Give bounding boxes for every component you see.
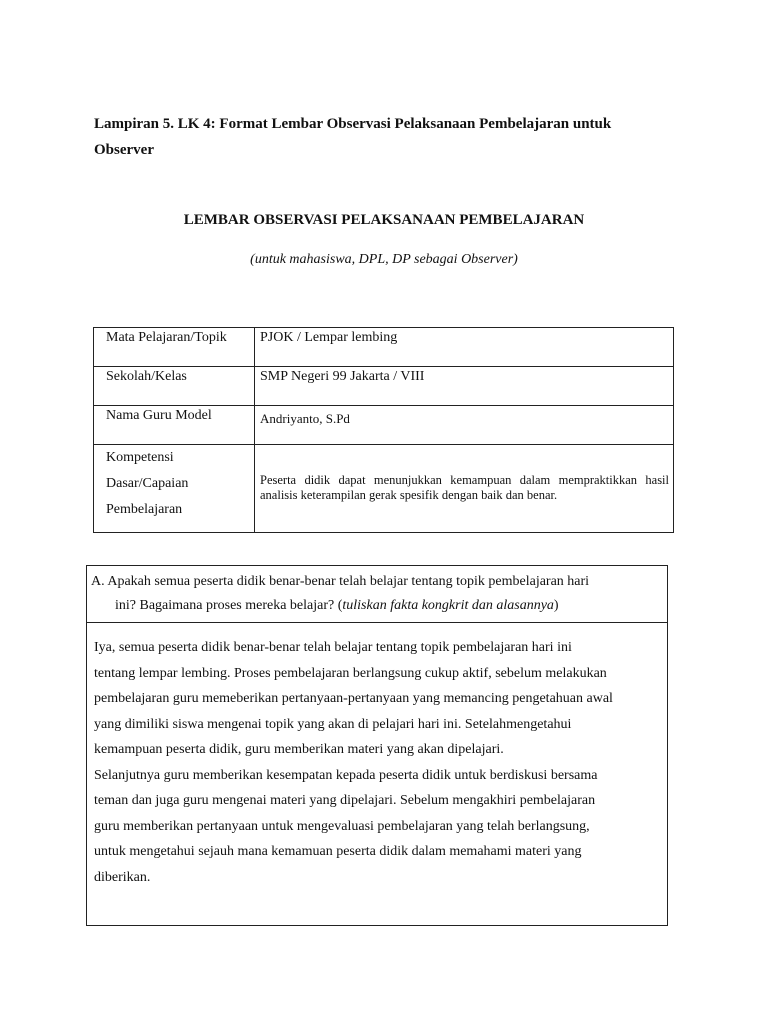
table-label-cell [94,328,255,367]
answer-line: diberikan. [94,869,151,885]
answer-line: teman dan juga guru mengenai materi yang dipelajari. Sebelum mengakhiri pembelajaran [94,793,596,808]
answer-line: yang dimiliki siswa mengenai topik yang akan di pelajari hari ini. Setelahmengetahui [94,716,572,732]
table-row-subject [94,328,674,367]
section-a-box [86,565,668,926]
competency-label-line-1: Kompetensi [106,450,174,465]
question-line-2-end: ) [553,598,559,613]
table-label-cell [94,445,255,533]
table-row-teacher [94,406,674,445]
subject-label: Mata Pelajaran/Topik [106,330,227,345]
teacher-label: Nama Guru Model [106,408,212,423]
section-a-answer [87,623,667,925]
answer-line: guru memberikan pertanyaan untuk mengevaluasi pembelajaran yang telah berlangsung, [94,818,590,834]
page-heading-line-2: Observer [94,142,154,158]
teacher-value: Andriyanto, S.Pd [260,411,350,426]
answer-line: Iya, semua peserta didik benar-benar telah belajar tentang topik pembelajaran hari ini [94,640,572,655]
page-heading-line-1: Lampiran 5. LK 4: Format Lembar Observasi Pelaksanaan Pembelajaran untuk [94,116,612,132]
question-line-1: A. Apakah semua peserta didik benar-benar telah belajar tentang topik pembelajaran hari [91,574,590,589]
table-value-cell [255,328,674,367]
answer-line: kemampuan peserta didik, guru memberikan materi yang akan dipelajari. [94,742,504,757]
question-instruction: tuliskan fakta kongkrit dan alasannya [342,598,554,613]
competency-value: Peserta didik dapat menunjukkan kemampuan dalam mempraktikkan hasil analisis keterampilan gerak spesifik dengan baik dan benar. [260,473,669,502]
answer-line: untuk mengetahui sejauh mana kemamuan peserta didik dalam memahami materi yang [94,844,582,859]
question-line-2 [91,594,663,618]
answer-line: Selanjutnya guru memberikan kesempatan kepada peserta didik untuk berdiskusi bersama [94,767,598,783]
competency-label-line-3: Pembelajaran [106,502,183,517]
school-value: SMP Negeri 99 Jakarta / VIII [260,369,425,384]
table-value-cell [255,367,674,406]
form-subtitle: (untuk mahasiswa, DPL, DP sebagai Observer) [250,252,518,267]
table-row-competency [94,445,674,533]
page-heading [94,111,654,163]
table-label-cell [94,367,255,406]
subject-value: PJOK / Lempar lembing [260,330,398,345]
identity-table [93,327,674,533]
competency-label-line-2: Dasar/Capaian [106,476,189,491]
answer-line: tentang lempar lembing. Proses pembelajaran berlangsung cukup aktif, sebelum melakukan [94,665,607,681]
answer-line: pembelajaran guru memeberikan pertanyaan-pertanyaan yang memancing pengetahuan awal [94,691,613,706]
question-line-2-text: ini? Bagaimana proses mereka belajar? ( [115,598,343,613]
table-label-cell [94,406,255,445]
table-row-school [94,367,674,406]
school-label: Sekolah/Kelas [106,369,187,384]
table-value-cell [255,406,674,445]
form-title: LEMBAR OBSERVASI PELAKSANAAN PEMBELAJARAN [183,212,585,228]
table-value-cell [255,445,674,533]
section-a-question [87,566,667,623]
